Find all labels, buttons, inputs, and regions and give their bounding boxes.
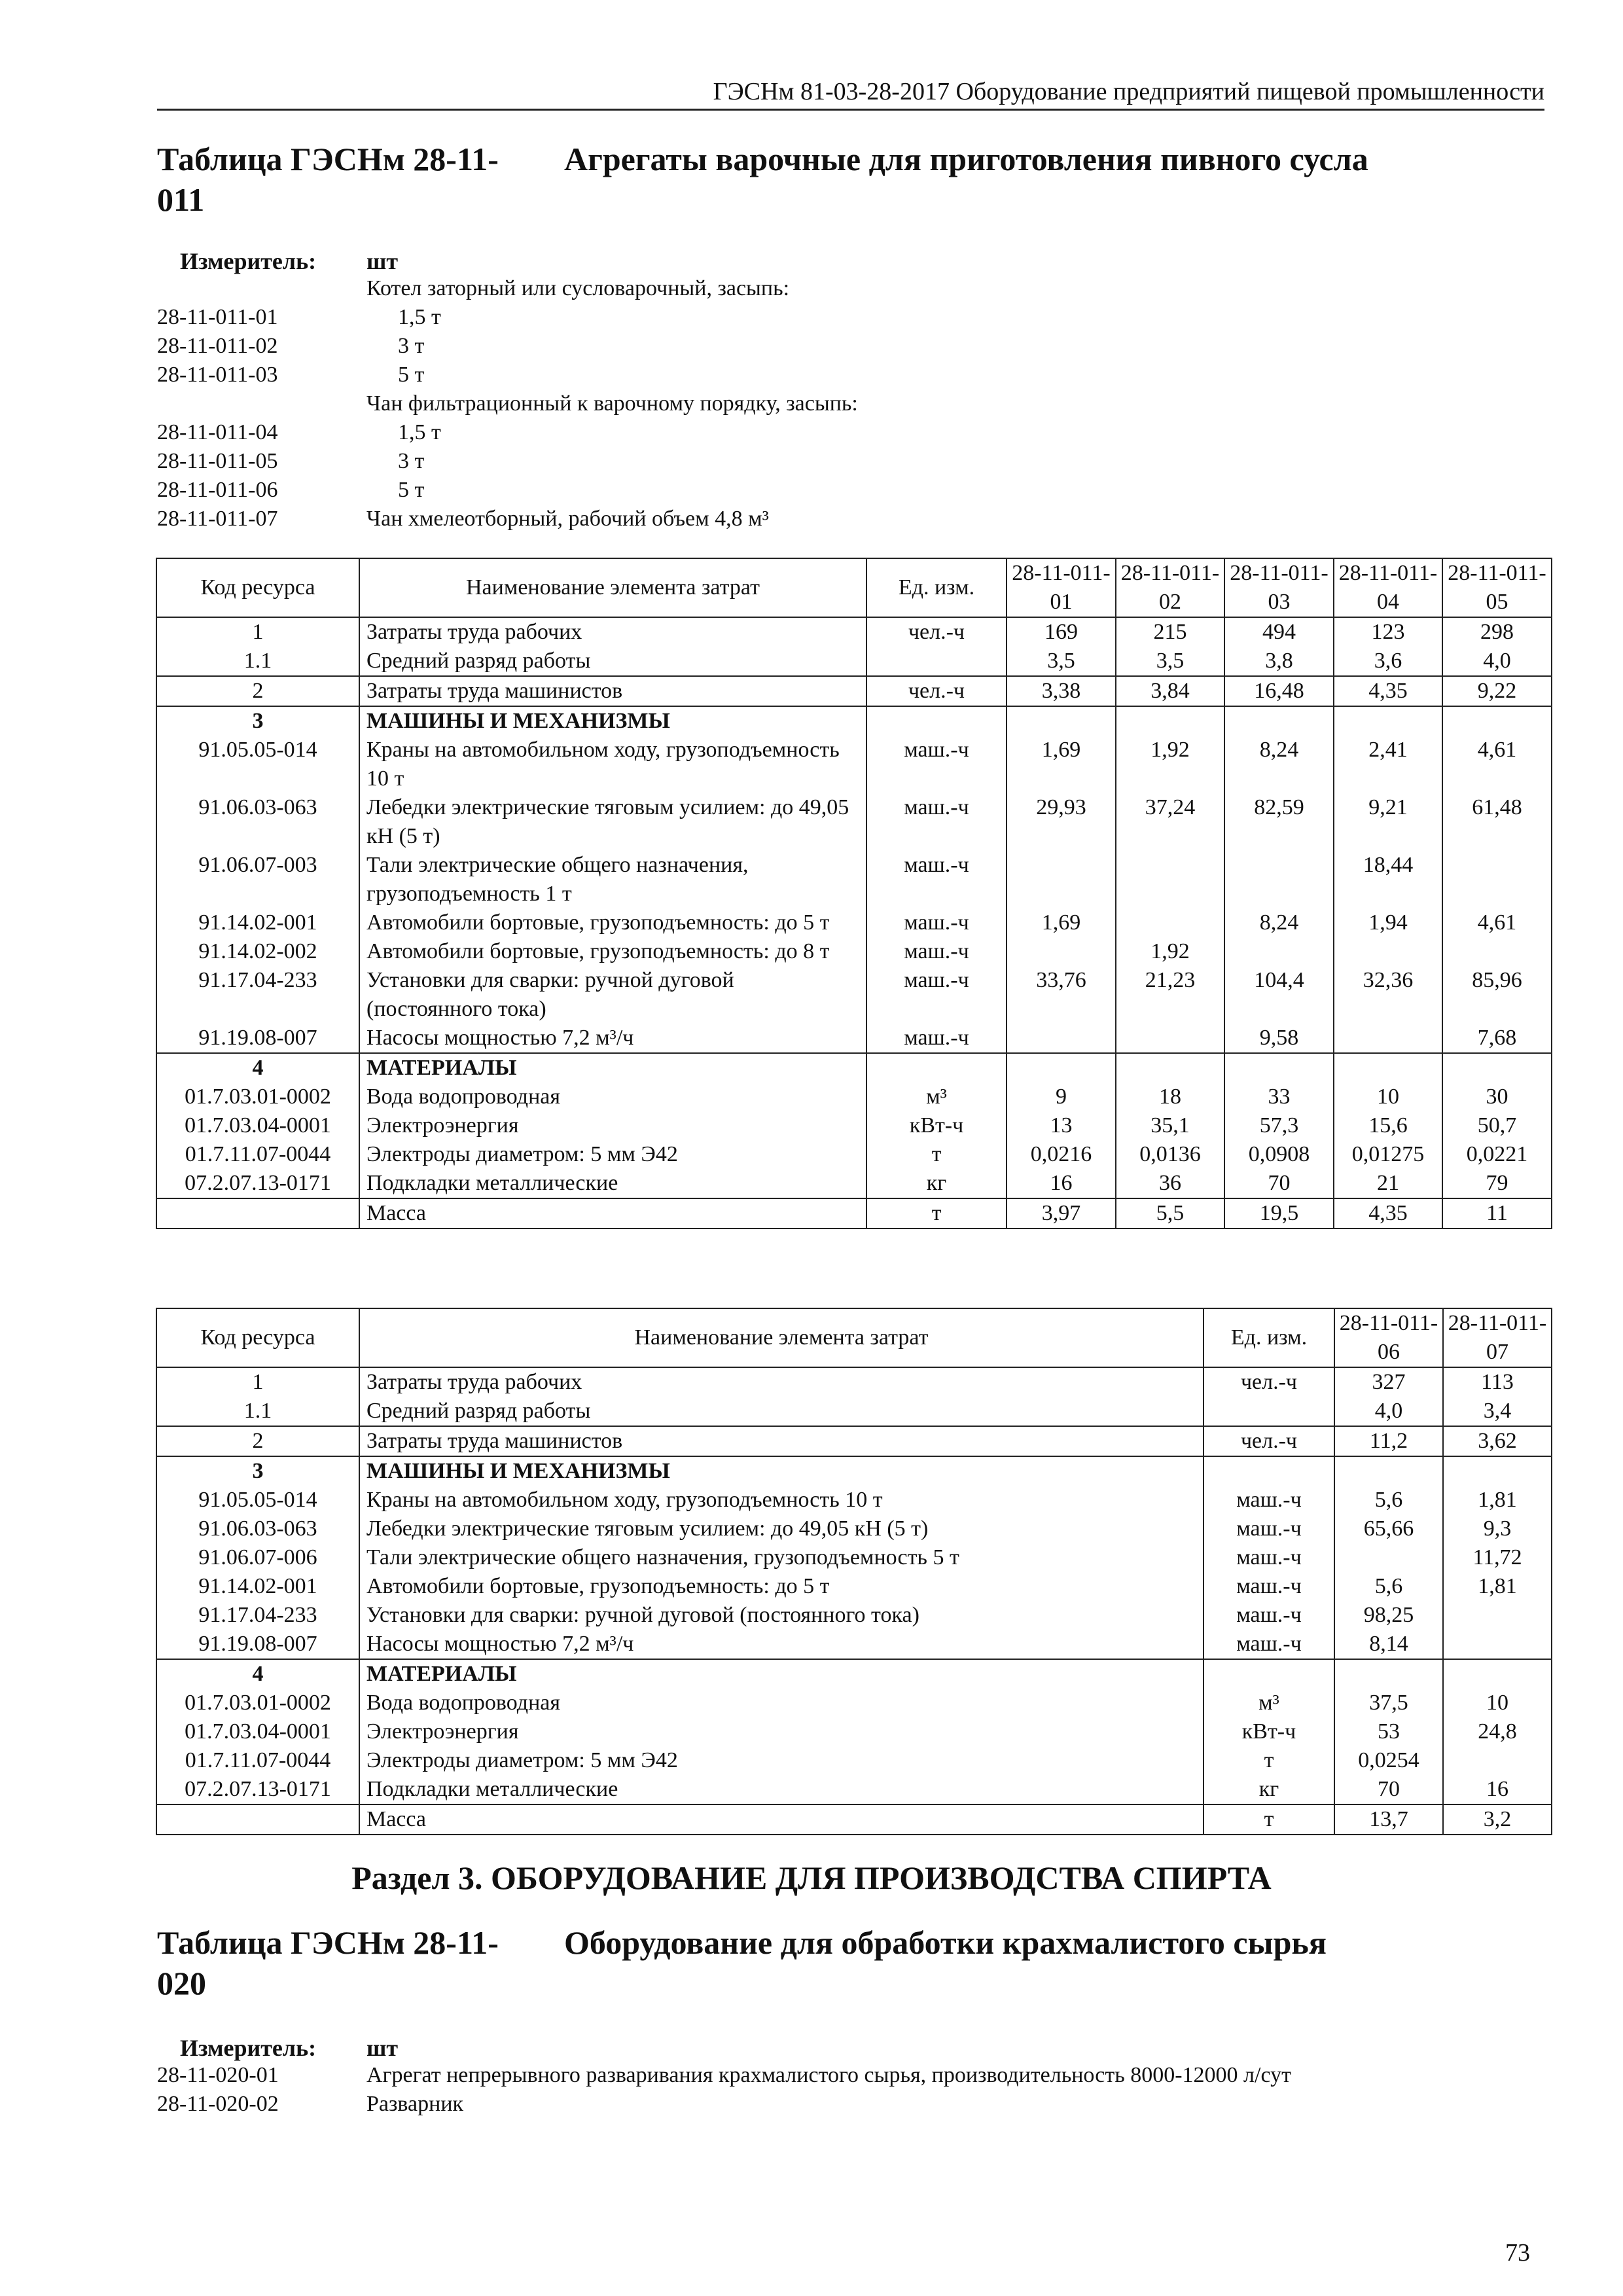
resource-code-cell: 3 — [156, 1456, 359, 1486]
value-cell — [1334, 1456, 1443, 1486]
table-28-11-011-title: Агрегаты варочные для приготовления пивного сусла — [564, 141, 1368, 177]
cost-element-name-cell: МАТЕРИАЛЫ — [359, 1659, 1204, 1689]
price-item-text: Чан хмелеотборный, рабочий объем 4,8 м³ — [366, 507, 769, 531]
value-cell: 3,8 — [1224, 647, 1334, 676]
resource-code-cell: 91.06.07-003 — [156, 851, 359, 908]
table-row — [156, 1053, 1552, 1083]
table-row — [156, 1140, 1552, 1169]
value-cell: 4,0 — [1334, 1397, 1443, 1426]
meter-unit: шт — [366, 248, 399, 274]
value-cell: 13,7 — [1334, 1804, 1443, 1835]
column-header: Код ресурса — [156, 558, 359, 617]
value-cell: 16 — [1007, 1169, 1116, 1198]
value-cell — [1007, 1024, 1116, 1053]
value-cell — [1442, 937, 1552, 966]
value-cell: 30 — [1442, 1083, 1552, 1111]
value-cell: 8,24 — [1224, 908, 1334, 937]
price-item-code: 28-11-020-02 — [157, 2092, 279, 2116]
value-cell: 0,0221 — [1442, 1140, 1552, 1169]
value-cell: 298 — [1442, 617, 1552, 647]
resource-code-cell: 2 — [156, 676, 359, 706]
resource-code-cell: 01.7.11.07-0044 — [156, 1746, 359, 1775]
column-header: 28-11-011-05 — [1442, 558, 1552, 617]
meter-label-2: Измеритель: — [180, 2035, 317, 2061]
table-row — [156, 1804, 1552, 1835]
value-cell: 1,94 — [1334, 908, 1442, 937]
unit-cell: кг — [1204, 1775, 1334, 1804]
resource-code-cell: 91.06.03-063 — [156, 793, 359, 851]
value-cell: 0,0254 — [1334, 1746, 1443, 1775]
cost-element-name-cell: Затраты труда рабочих — [359, 617, 866, 647]
table-row — [156, 966, 1552, 1024]
resource-code-cell: 1.1 — [156, 1397, 359, 1426]
table-28-11-011-number: 011 — [157, 181, 205, 218]
price-item-code: 28-11-011-07 — [157, 507, 278, 531]
value-cell: 1,69 — [1007, 908, 1116, 937]
header-rule — [157, 109, 1544, 111]
value-cell: 2,41 — [1334, 736, 1442, 793]
table-row — [156, 1630, 1552, 1659]
value-cell: 5,5 — [1116, 1198, 1224, 1229]
price-item-code: 28-11-011-04 — [157, 420, 278, 444]
table-row — [156, 1486, 1552, 1515]
value-cell: 79 — [1442, 1169, 1552, 1198]
value-cell: 113 — [1443, 1367, 1552, 1397]
unit-cell: маш.-ч — [866, 793, 1007, 851]
value-cell: 57,3 — [1224, 1111, 1334, 1140]
value-cell: 70 — [1334, 1775, 1443, 1804]
unit-cell: маш.-ч — [1204, 1543, 1334, 1572]
value-cell: 3,62 — [1443, 1426, 1552, 1456]
unit-cell: маш.-ч — [866, 937, 1007, 966]
value-cell — [1442, 706, 1552, 736]
unit-cell: маш.-ч — [866, 966, 1007, 1024]
value-cell: 37,5 — [1334, 1689, 1443, 1717]
value-cell — [1224, 851, 1334, 908]
value-cell: 9,58 — [1224, 1024, 1334, 1053]
cost-element-name-cell: Средний разряд работы — [359, 647, 866, 676]
price-item-code: 28-11-011-06 — [157, 478, 278, 502]
value-cell: 123 — [1334, 617, 1442, 647]
unit-cell — [1204, 1397, 1334, 1426]
price-item-text: 3 т — [398, 334, 425, 358]
unit-cell — [1204, 1456, 1334, 1486]
unit-cell — [866, 647, 1007, 676]
unit-cell: кг — [866, 1169, 1007, 1198]
value-cell — [1007, 851, 1116, 908]
resource-code-cell: 91.14.02-001 — [156, 1572, 359, 1601]
table-row — [156, 617, 1552, 647]
column-header: Наименование элемента затрат — [359, 558, 866, 617]
unit-cell — [866, 706, 1007, 736]
value-cell: 98,25 — [1334, 1601, 1443, 1630]
table-row — [156, 1659, 1552, 1689]
value-cell: 11 — [1442, 1198, 1552, 1229]
cost-element-name-cell: Установки для сварки: ручной дуговой (постоянного тока) — [359, 1601, 1204, 1630]
value-cell — [1334, 1659, 1443, 1689]
resource-code-cell: 1.1 — [156, 647, 359, 676]
column-header: 28-11-011-06 — [1334, 1308, 1443, 1367]
value-cell — [1443, 1630, 1552, 1659]
price-item-text: 1,5 т — [398, 305, 441, 329]
value-cell: 169 — [1007, 617, 1116, 647]
value-cell — [1334, 1053, 1442, 1083]
column-header: 28-11-011-03 — [1224, 558, 1334, 617]
value-cell — [1007, 937, 1116, 966]
value-cell: 4,0 — [1442, 647, 1552, 676]
value-cell: 4,61 — [1442, 736, 1552, 793]
table-row — [156, 1426, 1552, 1456]
table-row — [156, 1601, 1552, 1630]
value-cell: 7,68 — [1442, 1024, 1552, 1053]
column-header: Наименование элемента затрат — [359, 1308, 1204, 1367]
value-cell: 3,6 — [1334, 647, 1442, 676]
table-row — [156, 647, 1552, 676]
page-number: 73 — [1505, 2239, 1530, 2267]
resource-code-cell: 1 — [156, 1367, 359, 1397]
price-item-text: 3 т — [398, 449, 425, 473]
unit-cell: маш.-ч — [1204, 1630, 1334, 1659]
value-cell: 21,23 — [1116, 966, 1224, 1024]
table-row — [156, 1717, 1552, 1746]
value-cell — [1443, 1659, 1552, 1689]
value-cell: 5,6 — [1334, 1572, 1443, 1601]
value-cell: 18,44 — [1334, 851, 1442, 908]
value-cell — [1224, 937, 1334, 966]
value-cell: 0,0136 — [1116, 1140, 1224, 1169]
unit-cell: маш.-ч — [1204, 1515, 1334, 1543]
value-cell: 82,59 — [1224, 793, 1334, 851]
resource-code-cell: 01.7.03.01-0002 — [156, 1083, 359, 1111]
price-item-text: Котел заторный или сусловарочный, засыпь: — [366, 276, 790, 300]
table-row — [156, 1456, 1552, 1486]
value-cell: 16 — [1443, 1775, 1552, 1804]
resource-table-1 — [156, 558, 1552, 1229]
table-row — [156, 1775, 1552, 1804]
value-cell: 50,7 — [1442, 1111, 1552, 1140]
running-header: ГЭСНм 81-03-28-2017 Оборудование предприятий пищевой промышленности — [713, 78, 1544, 105]
table-row — [156, 908, 1552, 937]
value-cell: 3,5 — [1007, 647, 1116, 676]
cost-element-name-cell: Средний разряд работы — [359, 1397, 1204, 1426]
value-cell — [1443, 1746, 1552, 1775]
value-cell — [1334, 1543, 1443, 1572]
value-cell: 5,6 — [1334, 1486, 1443, 1515]
resource-code-cell: 91.14.02-002 — [156, 937, 359, 966]
value-cell: 3,4 — [1443, 1397, 1552, 1426]
table-28-11-011-prefix: Таблица ГЭСНм 28-11- — [157, 141, 499, 177]
cost-element-name-cell: Тали электрические общего назначения, грузоподъемность 5 т — [359, 1543, 1204, 1572]
resource-code-cell: 01.7.11.07-0044 — [156, 1140, 359, 1169]
value-cell: 19,5 — [1224, 1198, 1334, 1229]
value-cell: 24,8 — [1443, 1717, 1552, 1746]
value-cell: 3,97 — [1007, 1198, 1116, 1229]
value-cell: 0,0908 — [1224, 1140, 1334, 1169]
cost-element-name-cell: Электроды диаметром: 5 мм Э42 — [359, 1140, 866, 1169]
value-cell: 8,14 — [1334, 1630, 1443, 1659]
column-header: 28-11-011-02 — [1116, 558, 1224, 617]
table-row — [156, 1397, 1552, 1426]
cost-element-name-cell: Лебедки электрические тяговым усилием: до 49,05 кН (5 т) — [359, 793, 866, 851]
value-cell — [1442, 1053, 1552, 1083]
value-cell: 85,96 — [1442, 966, 1552, 1024]
resource-code-cell: 01.7.03.01-0002 — [156, 1689, 359, 1717]
cost-element-name-cell: Краны на автомобильном ходу, грузоподъемность 10 т — [359, 1486, 1204, 1515]
value-cell — [1116, 1053, 1224, 1083]
cost-element-name-cell: Масса — [359, 1198, 866, 1229]
table-row — [156, 937, 1552, 966]
value-cell: 33,76 — [1007, 966, 1116, 1024]
cost-element-name-cell: Вода водопроводная — [359, 1083, 866, 1111]
value-cell: 1,81 — [1443, 1486, 1552, 1515]
price-item-code: 28-11-020-01 — [157, 2063, 279, 2087]
cost-element-name-cell: Затраты труда машинистов — [359, 676, 866, 706]
resource-code-cell: 91.06.07-006 — [156, 1543, 359, 1572]
resource-code-cell: 91.19.08-007 — [156, 1630, 359, 1659]
meter-unit-2: шт — [366, 2035, 399, 2061]
cost-element-name-cell: Автомобили бортовые, грузоподъемность: до 5 т — [359, 1572, 1204, 1601]
value-cell: 3,5 — [1116, 647, 1224, 676]
value-cell: 1,69 — [1007, 736, 1116, 793]
column-header: Ед. изм. — [866, 558, 1007, 617]
cost-element-name-cell: Автомобили бортовые, грузоподъемность: до 5 т — [359, 908, 866, 937]
cost-element-name-cell: Лебедки электрические тяговым усилием: до 49,05 кН (5 т) — [359, 1515, 1204, 1543]
table-row — [156, 1111, 1552, 1140]
table-row — [156, 1367, 1552, 1397]
resource-code-cell: 07.2.07.13-0171 — [156, 1775, 359, 1804]
value-cell: 35,1 — [1116, 1111, 1224, 1140]
value-cell — [1007, 1053, 1116, 1083]
unit-cell: маш.-ч — [1204, 1601, 1334, 1630]
unit-cell: чел.-ч — [866, 676, 1007, 706]
column-header: 28-11-011-04 — [1334, 558, 1442, 617]
cost-element-name-cell: Насосы мощностью 7,2 м³/ч — [359, 1630, 1204, 1659]
resource-code-cell: 91.14.02-001 — [156, 908, 359, 937]
meter-label: Измеритель: — [180, 248, 317, 274]
value-cell — [1443, 1601, 1552, 1630]
value-cell — [1116, 851, 1224, 908]
table-28-11-020-prefix: Таблица ГЭСНм 28-11- — [157, 1924, 499, 1961]
table-row — [156, 1572, 1552, 1601]
unit-cell: чел.-ч — [1204, 1426, 1334, 1456]
value-cell: 1,92 — [1116, 736, 1224, 793]
column-header: Ед. изм. — [1204, 1308, 1334, 1367]
cost-element-name-cell: Автомобили бортовые, грузоподъемность: до 8 т — [359, 937, 866, 966]
value-cell: 104,4 — [1224, 966, 1334, 1024]
value-cell — [1334, 1024, 1442, 1053]
value-cell: 3,2 — [1443, 1804, 1552, 1835]
resource-table-2 — [156, 1308, 1552, 1835]
unit-cell: м³ — [866, 1083, 1007, 1111]
unit-cell: маш.-ч — [866, 851, 1007, 908]
value-cell — [1334, 706, 1442, 736]
resource-code-cell: 91.17.04-233 — [156, 1601, 359, 1630]
table-28-11-020-title: Оборудование для обработки крахмалистого сырья — [564, 1924, 1327, 1961]
section-heading: Раздел 3. ОБОРУДОВАНИЕ ДЛЯ ПРОИЗВОДСТВА СПИРТА — [351, 1859, 1272, 1896]
unit-cell: чел.-ч — [866, 617, 1007, 647]
value-cell: 70 — [1224, 1169, 1334, 1198]
value-cell — [1224, 1053, 1334, 1083]
value-cell: 9,3 — [1443, 1515, 1552, 1543]
resource-code-cell: 07.2.07.13-0171 — [156, 1169, 359, 1198]
value-cell: 9,22 — [1442, 676, 1552, 706]
unit-cell: т — [1204, 1746, 1334, 1775]
price-item-text: Чан фильтрационный к варочному порядку, засыпь: — [366, 391, 858, 416]
value-cell — [1116, 908, 1224, 937]
value-cell: 16,48 — [1224, 676, 1334, 706]
cost-element-name-cell: МАШИНЫ И МЕХАНИЗМЫ — [359, 1456, 1204, 1486]
value-cell: 15,6 — [1334, 1111, 1442, 1140]
value-cell: 33 — [1224, 1083, 1334, 1111]
cost-element-name-cell: Краны на автомобильном ходу, грузоподъемность 10 т — [359, 736, 866, 793]
resource-code-cell: 4 — [156, 1659, 359, 1689]
price-item-text: 5 т — [398, 478, 425, 502]
unit-cell: маш.-ч — [866, 736, 1007, 793]
value-cell: 0,01275 — [1334, 1140, 1442, 1169]
value-cell: 0,0216 — [1007, 1140, 1116, 1169]
value-cell: 4,35 — [1334, 1198, 1442, 1229]
price-item-code: 28-11-011-03 — [157, 363, 278, 387]
table-row — [156, 1169, 1552, 1198]
resource-code-cell: 2 — [156, 1426, 359, 1456]
value-cell: 10 — [1334, 1083, 1442, 1111]
resource-code-cell — [156, 1198, 359, 1229]
unit-cell: маш.-ч — [1204, 1486, 1334, 1515]
unit-cell: чел.-ч — [1204, 1367, 1334, 1397]
cost-element-name-cell: Электроэнергия — [359, 1111, 866, 1140]
price-item-code: 28-11-011-01 — [157, 305, 278, 329]
table-row — [156, 676, 1552, 706]
value-cell: 4,61 — [1442, 908, 1552, 937]
column-header: Код ресурса — [156, 1308, 359, 1367]
cost-element-name-cell: МАТЕРИАЛЫ — [359, 1053, 866, 1083]
column-header: 28-11-011-01 — [1007, 558, 1116, 617]
value-cell: 3,84 — [1116, 676, 1224, 706]
cost-element-name-cell: Подкладки металлические — [359, 1775, 1204, 1804]
resource-code-cell: 91.19.08-007 — [156, 1024, 359, 1053]
cost-element-name-cell: Вода водопроводная — [359, 1689, 1204, 1717]
value-cell: 1,81 — [1443, 1572, 1552, 1601]
resource-code-cell: 91.17.04-233 — [156, 966, 359, 1024]
value-cell — [1334, 937, 1442, 966]
cost-element-name-cell: Тали электрические общего назначения, грузоподъемность 1 т — [359, 851, 866, 908]
cost-element-name-cell: Подкладки металлические — [359, 1169, 866, 1198]
resource-code-cell: 91.05.05-014 — [156, 736, 359, 793]
price-item-text: 1,5 т — [398, 420, 441, 444]
cost-element-name-cell: Затраты труда машинистов — [359, 1426, 1204, 1456]
value-cell: 18 — [1116, 1083, 1224, 1111]
value-cell: 32,36 — [1334, 966, 1442, 1024]
value-cell — [1116, 706, 1224, 736]
table-row — [156, 1083, 1552, 1111]
table-row — [156, 706, 1552, 736]
price-item-text: Разварник — [366, 2092, 464, 2116]
value-cell — [1116, 1024, 1224, 1053]
unit-cell: т — [1204, 1804, 1334, 1835]
table-row — [156, 1515, 1552, 1543]
value-cell: 3,38 — [1007, 676, 1116, 706]
resource-code-cell: 91.05.05-014 — [156, 1486, 359, 1515]
cost-element-name-cell: Насосы мощностью 7,2 м³/ч — [359, 1024, 866, 1053]
value-cell: 10 — [1443, 1689, 1552, 1717]
unit-cell: кВт-ч — [1204, 1717, 1334, 1746]
value-cell — [1443, 1456, 1552, 1486]
resource-code-cell: 4 — [156, 1053, 359, 1083]
table-row — [156, 1689, 1552, 1717]
cost-element-name-cell: МАШИНЫ И МЕХАНИЗМЫ — [359, 706, 866, 736]
table-28-11-020-number: 020 — [157, 1965, 206, 2001]
table-row — [156, 851, 1552, 908]
unit-cell — [1204, 1659, 1334, 1689]
unit-cell — [866, 1053, 1007, 1083]
value-cell: 215 — [1116, 617, 1224, 647]
value-cell: 494 — [1224, 617, 1334, 647]
value-cell: 9 — [1007, 1083, 1116, 1111]
column-header: 28-11-011-07 — [1443, 1308, 1552, 1367]
value-cell: 1,92 — [1116, 937, 1224, 966]
unit-cell: т — [866, 1140, 1007, 1169]
value-cell: 13 — [1007, 1111, 1116, 1140]
resource-code-cell — [156, 1804, 359, 1835]
cost-element-name-cell: Затраты труда рабочих — [359, 1367, 1204, 1397]
cost-element-name-cell: Электроэнергия — [359, 1717, 1204, 1746]
cost-element-name-cell: Электроды диаметром: 5 мм Э42 — [359, 1746, 1204, 1775]
resource-code-cell: 01.7.03.04-0001 — [156, 1717, 359, 1746]
value-cell: 21 — [1334, 1169, 1442, 1198]
value-cell: 9,21 — [1334, 793, 1442, 851]
resource-code-cell: 91.06.03-063 — [156, 1515, 359, 1543]
value-cell: 11,2 — [1334, 1426, 1443, 1456]
table-row — [156, 793, 1552, 851]
resource-code-cell: 01.7.03.04-0001 — [156, 1111, 359, 1140]
value-cell: 53 — [1334, 1717, 1443, 1746]
table-row — [156, 1746, 1552, 1775]
value-cell: 61,48 — [1442, 793, 1552, 851]
price-item-code: 28-11-011-05 — [157, 449, 278, 473]
resource-code-cell: 3 — [156, 706, 359, 736]
cost-element-name-cell: Установки для сварки: ручной дуговой (постоянного тока) — [359, 966, 866, 1024]
value-cell: 327 — [1334, 1367, 1443, 1397]
table-row — [156, 1198, 1552, 1229]
value-cell: 37,24 — [1116, 793, 1224, 851]
unit-cell: кВт-ч — [866, 1111, 1007, 1140]
value-cell: 65,66 — [1334, 1515, 1443, 1543]
value-cell — [1442, 851, 1552, 908]
value-cell: 4,35 — [1334, 676, 1442, 706]
unit-cell: маш.-ч — [1204, 1572, 1334, 1601]
value-cell: 11,72 — [1443, 1543, 1552, 1572]
price-item-text: Агрегат непрерывного разваривания крахмалистого сырья, производительность 8000-12000 л/сут — [366, 2063, 1291, 2087]
table-row — [156, 1024, 1552, 1053]
table-row — [156, 1543, 1552, 1572]
unit-cell: т — [866, 1198, 1007, 1229]
price-item-text: 5 т — [398, 363, 425, 387]
resource-code-cell: 1 — [156, 617, 359, 647]
value-cell — [1007, 706, 1116, 736]
unit-cell: маш.-ч — [866, 1024, 1007, 1053]
table-row — [156, 736, 1552, 793]
unit-cell: маш.-ч — [866, 908, 1007, 937]
value-cell: 8,24 — [1224, 736, 1334, 793]
value-cell: 36 — [1116, 1169, 1224, 1198]
value-cell — [1224, 706, 1334, 736]
unit-cell: м³ — [1204, 1689, 1334, 1717]
cost-element-name-cell: Масса — [359, 1804, 1204, 1835]
value-cell: 29,93 — [1007, 793, 1116, 851]
price-item-code: 28-11-011-02 — [157, 334, 278, 358]
